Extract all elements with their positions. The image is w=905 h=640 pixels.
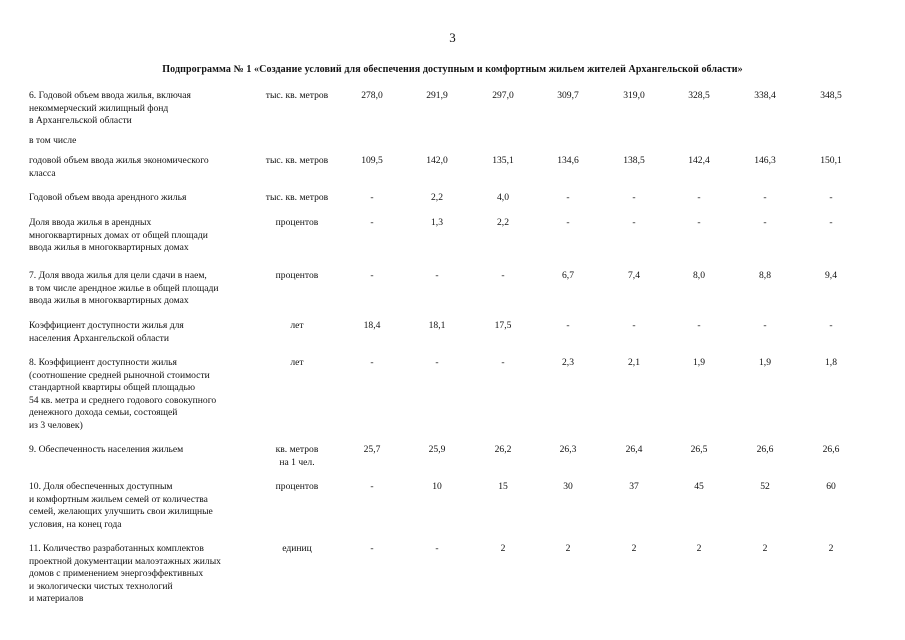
value-cell: - <box>697 192 701 203</box>
value-cell: - <box>763 192 767 203</box>
indicator-name <box>29 90 254 128</box>
unit-cell <box>258 543 336 556</box>
value-cell: - <box>370 357 374 368</box>
value-cell: 2 <box>696 543 702 554</box>
unit-line: процентов <box>275 217 319 228</box>
indicator-name <box>29 543 254 606</box>
value-cell: 6,7 <box>562 270 574 281</box>
value-cell: 7,4 <box>628 270 640 281</box>
value-cell: 1,9 <box>759 357 771 368</box>
value-cell: 26,5 <box>690 444 708 455</box>
value-cell: - <box>566 320 570 331</box>
unit-cell <box>258 444 336 469</box>
value-cell: 4,0 <box>497 192 509 203</box>
indicator-name <box>29 320 254 345</box>
value-cell: 45 <box>694 481 704 492</box>
indicator-name <box>29 192 254 205</box>
unit-line: тыс. кв. метров <box>265 155 329 166</box>
value-cell: - <box>763 217 767 228</box>
indicator-name-line: домов с применением энергоэффективных <box>29 568 204 580</box>
page-number: 3 <box>449 30 456 45</box>
indicator-name <box>29 135 254 148</box>
indicator-name-line: 54 кв. метра и среднего годового совокупного <box>29 394 217 406</box>
value-cell: 1,3 <box>431 217 443 228</box>
value-cell: 297,0 <box>492 90 514 101</box>
value-cell: 37 <box>629 481 639 492</box>
value-cell: - <box>697 320 701 331</box>
indicator-name-line: в том числе <box>29 135 77 146</box>
value-cell: 328,5 <box>688 90 710 101</box>
indicator-name-line: денежного дохода семьи, состоящей <box>29 407 178 419</box>
value-cell: - <box>435 357 439 368</box>
value-cell: 2,1 <box>628 357 640 368</box>
unit-cell <box>258 270 336 283</box>
value-cell: 1,8 <box>825 357 837 368</box>
value-cell: 138,5 <box>623 155 645 166</box>
value-cell: - <box>370 217 374 228</box>
unit-line: единиц <box>282 543 312 554</box>
value-cell: - <box>435 543 439 554</box>
unit-line: на 1 чел. <box>279 456 315 468</box>
value-cell: - <box>501 270 505 281</box>
indicator-name-line: стандартной квартиры общей площадью <box>29 382 196 394</box>
indicator-name <box>29 155 254 180</box>
value-cell: 18,1 <box>428 320 446 331</box>
value-cell: - <box>370 481 374 492</box>
value-cell: 60 <box>826 481 836 492</box>
indicator-name-line: Доля ввода жилья в арендных <box>29 217 152 228</box>
indicator-name <box>29 444 254 457</box>
indicator-name-line: класса <box>29 167 56 179</box>
indicator-name-line: семей, желающих улучшить свои жилищные <box>29 506 213 518</box>
value-cell: 142,4 <box>688 155 710 166</box>
value-cell: - <box>632 320 636 331</box>
value-cell: 2,2 <box>431 192 443 203</box>
value-cell: 2 <box>500 543 506 554</box>
value-cell: - <box>632 217 636 228</box>
indicator-name-line: из 3 человек) <box>29 419 83 431</box>
subprogram-title: Подпрограмма № 1 «Создание условий для обеспечения доступным и комфортным жильем жителей Архангельской области» <box>162 64 743 75</box>
indicator-name <box>29 481 254 531</box>
indicator-name-line: (соотношение средней рыночной стоимости <box>29 369 210 381</box>
value-cell: - <box>829 320 833 331</box>
unit-cell <box>258 481 336 494</box>
indicator-name-line: условия, на конец года <box>29 518 122 530</box>
value-cell: 135,1 <box>492 155 514 166</box>
indicator-name <box>29 217 254 255</box>
value-cell: 348,5 <box>820 90 842 101</box>
value-cell: - <box>566 192 570 203</box>
value-cell: 8,0 <box>693 270 705 281</box>
indicator-name-line: 8. Коэффициент доступности жилья <box>29 357 177 368</box>
value-cell: 338,4 <box>754 90 776 101</box>
indicator-name-line: ввода жилья в многоквартирных домах <box>29 295 189 307</box>
value-cell: 2,2 <box>497 217 509 228</box>
unit-cell <box>258 155 336 168</box>
indicator-name-line: ввода жилья в многоквартирных домах <box>29 242 189 254</box>
value-cell: - <box>697 217 701 228</box>
value-cell: 109,5 <box>361 155 383 166</box>
value-cell: 319,0 <box>623 90 645 101</box>
value-cell: - <box>370 543 374 554</box>
indicator-name-line: многоквартирных домах от общей площади <box>29 229 208 241</box>
unit-cell <box>258 217 336 230</box>
indicator-name-line: Годовой объем ввода арендного жилья <box>29 192 187 203</box>
value-cell: 309,7 <box>557 90 579 101</box>
indicator-name-line: Коэффициент доступности жилья для <box>29 320 184 331</box>
indicator-name-line: и комфортным жильем семей от количества <box>29 493 208 505</box>
indicator-name <box>29 270 254 308</box>
value-cell: 9,4 <box>825 270 837 281</box>
indicator-name-line: 7. Доля ввода жилья для цели сдачи в наем, <box>29 270 207 281</box>
value-cell: 26,6 <box>822 444 840 455</box>
value-cell: 26,4 <box>625 444 643 455</box>
value-cell: 2 <box>762 543 768 554</box>
value-cell: 25,7 <box>363 444 381 455</box>
indicator-name-line: 11. Количество разработанных комплектов <box>29 543 204 554</box>
value-cell: 2,3 <box>562 357 574 368</box>
value-cell: 26,3 <box>559 444 577 455</box>
value-cell: 278,0 <box>361 90 383 101</box>
value-cell: - <box>566 217 570 228</box>
indicator-name-line: некоммерческий жилищный фонд <box>29 102 169 114</box>
value-cell: 30 <box>563 481 573 492</box>
indicator-name-line: проектной документации малоэтажных жилых <box>29 555 221 567</box>
value-cell: 26,6 <box>756 444 774 455</box>
value-cell: 10 <box>432 481 442 492</box>
value-cell: 2 <box>828 543 834 554</box>
value-cell: 52 <box>760 481 770 492</box>
value-cell: 142,0 <box>426 155 448 166</box>
indicator-name-line: и материалов <box>29 593 84 605</box>
unit-line: тыс. кв. метров <box>265 90 329 101</box>
unit-line: процентов <box>275 481 319 492</box>
unit-line: процентов <box>275 270 319 281</box>
value-cell: 18,4 <box>363 320 381 331</box>
unit-cell <box>258 192 336 205</box>
value-cell: - <box>370 270 374 281</box>
value-cell: - <box>370 192 374 203</box>
value-cell: 1,9 <box>693 357 705 368</box>
unit-line: лет <box>290 357 304 368</box>
value-cell: 134,6 <box>557 155 579 166</box>
value-cell: 26,2 <box>494 444 512 455</box>
value-cell: - <box>632 192 636 203</box>
indicator-name-line: 10. Доля обеспеченных доступным <box>29 481 173 492</box>
value-cell: - <box>435 270 439 281</box>
value-cell: 146,3 <box>754 155 776 166</box>
unit-line: лет <box>290 320 304 331</box>
indicator-name-line: 9. Обеспеченность населения жильем <box>29 444 184 455</box>
unit-line: кв. метров <box>275 444 319 455</box>
value-cell: - <box>829 217 833 228</box>
indicator-name-line: и экологически чистых технологий <box>29 580 173 592</box>
value-cell: - <box>829 192 833 203</box>
indicator-name-line: в том числе арендное жилье в общей площади <box>29 282 219 294</box>
indicator-name <box>29 357 254 433</box>
value-cell: - <box>501 357 505 368</box>
indicator-name-line: в Архангельской области <box>29 115 132 127</box>
value-cell: 2 <box>565 543 571 554</box>
unit-cell <box>258 357 336 370</box>
value-cell: 291,9 <box>426 90 448 101</box>
indicator-name-line: годовой объем ввода жилья экономического <box>29 155 209 166</box>
value-cell: - <box>763 320 767 331</box>
unit-cell <box>258 90 336 103</box>
indicator-name-line: населения Архангельской области <box>29 332 169 344</box>
value-cell: 25,9 <box>428 444 446 455</box>
unit-line: тыс. кв. метров <box>265 192 329 203</box>
unit-cell <box>258 320 336 333</box>
value-cell: 8,8 <box>759 270 771 281</box>
value-cell: 15 <box>498 481 508 492</box>
value-cell: 150,1 <box>820 155 842 166</box>
value-cell: 2 <box>631 543 637 554</box>
value-cell: 17,5 <box>494 320 512 331</box>
indicator-name-line: 6. Годовой объем ввода жилья, включая <box>29 90 191 101</box>
